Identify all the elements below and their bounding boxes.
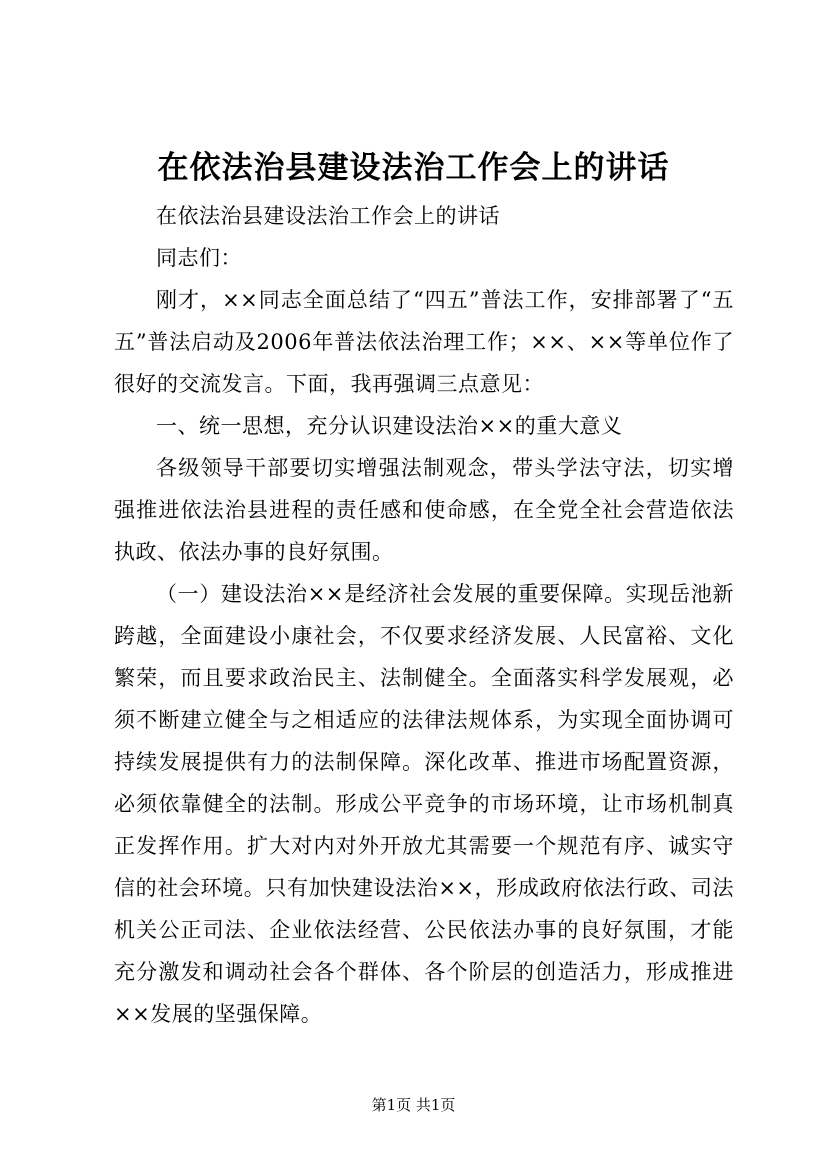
page-footer: 第1页 共1页 <box>371 1096 456 1114</box>
paragraph-heading-1: 一、统一思想，充分认识建设法治××的重大意义 <box>156 414 623 438</box>
document-body <box>114 195 734 1035</box>
paragraph-subtitle: 在依法治县建设法治工作会上的讲话 <box>156 204 500 228</box>
paragraph-salutation: 同志们： <box>156 246 242 270</box>
paragraph-section-1-1: （一）建设法治××是经济社会发展的重要保障。实现岳池新跨越，全面建设小康社会，不仅要求经济发展、人民富裕、文化繁荣，而且要求政治民主、法制健全。全面落实科学发展观，必须不断建立健全与之相适应的法律法规体系，为实现全面协调可持续发展提供有力的法制保障。深化改革、推进市场配置资源，必须依靠健全的法制。形成公平竞争的市场环境，让市场机制真正发挥作用。扩大对内对外开放尤其需要一个规范有序、诚实守信的社会环境。只有加快建设法治××，形成政府依法行政、司法机关公正司法、企业依法经营、公民依法办事的良好氛围，才能充分激发和调动社会各个群体、各个阶层的创造活力，形成推进××发展的坚强保障。 <box>114 582 734 1026</box>
paragraph-leaders: 各级领导干部要切实增强法制观念，带头学法守法，切实增强推进依法治县进程的责任感和使命感，在全党全社会营造依法执政、依法办事的良好氛围。 <box>114 456 734 564</box>
paragraph-intro: 刚才，××同志全面总结了“四五”普法工作，安排部署了“五五”普法启动及2006年普法依法治理工作；××、××等单位作了很好的交流发言。下面，我再强调三点意见： <box>114 288 734 396</box>
document-title: 在依法治县建设法治工作会上的讲话 <box>157 150 670 186</box>
